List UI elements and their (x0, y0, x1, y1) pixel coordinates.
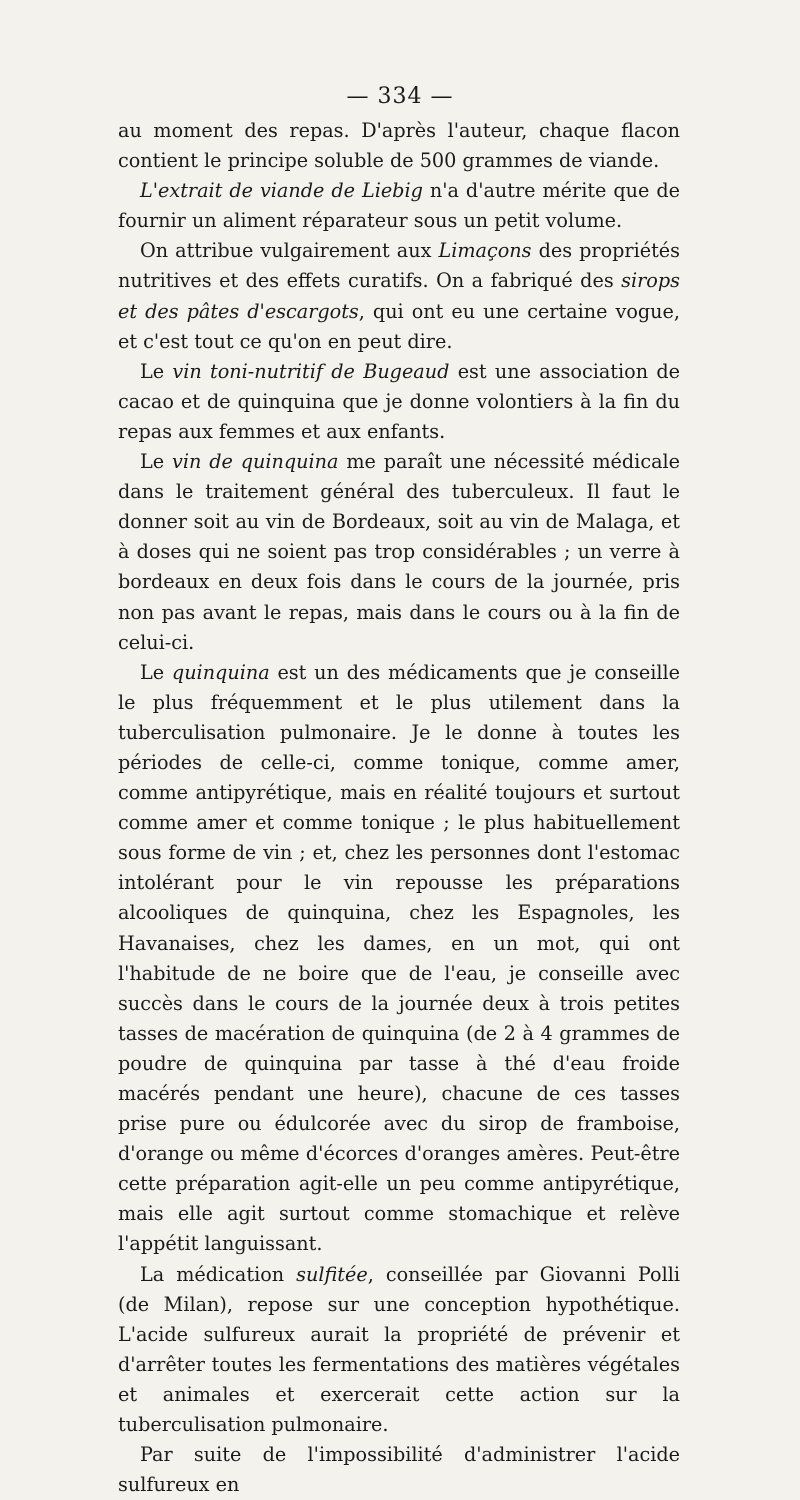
paragraph-3-text: des propriétés nutritives et des effets curatifs. On a fabriqué des (118, 239, 680, 293)
paragraph-5-pre: Le (140, 450, 172, 474)
paragraph-8 (118, 1440, 680, 1500)
paragraph-7 (118, 1260, 680, 1441)
paragraph-6 (118, 658, 680, 1260)
paragraph-2-text: n'a d'autre mérite que de fournir un aliment réparateur sous un petit volume. (118, 179, 680, 233)
paragraph-1-text: au moment des repas. D'après l'auteur, chaque flacon contient le principe soluble de 500 grammes de viande. (118, 119, 680, 173)
page-number: — 334 — (346, 84, 454, 109)
body-text (118, 116, 680, 1500)
paragraph-3-pre: On attribue vulgairement aux (140, 239, 439, 263)
paragraph-1 (118, 116, 680, 176)
paragraph-7-text: , conseillée par Giovanni Polli (de Milan), repose sur une conception hypothétique. L'acide sulfureux aurait la propriété de prévenir et d'arrêter toutes les fermentations des matières végétales et animales et exercerait cette action sur la tuberculisation pulmonaire. (118, 1262, 680, 1437)
paragraph-3-italic: Limaçons (438, 239, 532, 263)
paragraph-2 (118, 176, 680, 236)
paragraph-8-text: Par suite de l'impossibilité d'administrer l'acide sulfureux en (118, 1443, 680, 1497)
paragraph-3-text-2: , qui ont eu une certaine vogue, et c'est tout ce qu'on en peut dire. (118, 299, 680, 353)
paragraph-4 (118, 357, 680, 447)
paragraph-5-text: me paraît une nécessité médicale dans le traitement général des tuberculeux. Il faut le donner soit au vin de Bordeaux, soit au vin de Malaga, et à doses qui ne soient pas trop considérables ; un verre à bordeaux en deux fois dans le cours de la journée, pris non pas avant le repas, mais dans le cours ou à la fin de celui-ci. (118, 450, 680, 654)
paragraph-4-italic: vin toni-nutritif de Bugeaud (172, 359, 450, 383)
paragraph-6-pre: Le (140, 660, 172, 684)
paragraph-3-italic-2: sirops et des pâtes d'escargots (118, 269, 680, 323)
paragraph-6-italic: quinquina (171, 660, 270, 684)
paragraph-4-text: est une association de cacao et de quinquina que je donne volontiers à la fin du repas aux femmes et aux enfants. (118, 359, 680, 443)
paragraph-5 (118, 447, 680, 658)
paragraph-6-text: est un des médicaments que je conseille le plus fréquemment et le plus utilement dans la tuberculisation pulmonaire. Je le donne à toutes les périodes de celle-ci, comme tonique, comme amer, comme antipyrétique, mais en réalité toujours et surtout comme amer et comme tonique ; le plus habituellement sous forme de vin ; et, chez les personnes dont l'estomac intolérant pour le vin repousse les préparations alcooliques de quinquina, chez les Espagnoles, les Havanaises, chez les dames, en un mot, qui ont l'habitude de ne boire que de l'eau, je conseille avec succès dans le cours de la journée deux à trois petites tasses de macération de quinquina (de 2 à 4 grammes de poudre de quinquina par tasse à thé d'eau froide macérés pendant une heure), chacune de ces tasses prise pure ou édulcorée avec du sirop de framboise, d'orange ou même d'écorces d'oranges amères. Peut-être cette préparation agit-elle un peu comme antipyrétique, mais elle agit surtout comme stomachique et relève l'appétit languissant. (118, 660, 680, 1256)
paragraph-7-italic: sulfitée (296, 1262, 368, 1286)
paragraph-3 (118, 236, 680, 356)
paragraph-4-pre: Le (140, 359, 173, 383)
paragraph-2-italic: L'extrait de viande de Liebig (140, 179, 423, 203)
paragraph-5-italic: vin de quinquina (171, 450, 339, 474)
paragraph-7-pre: La médication (140, 1262, 297, 1286)
